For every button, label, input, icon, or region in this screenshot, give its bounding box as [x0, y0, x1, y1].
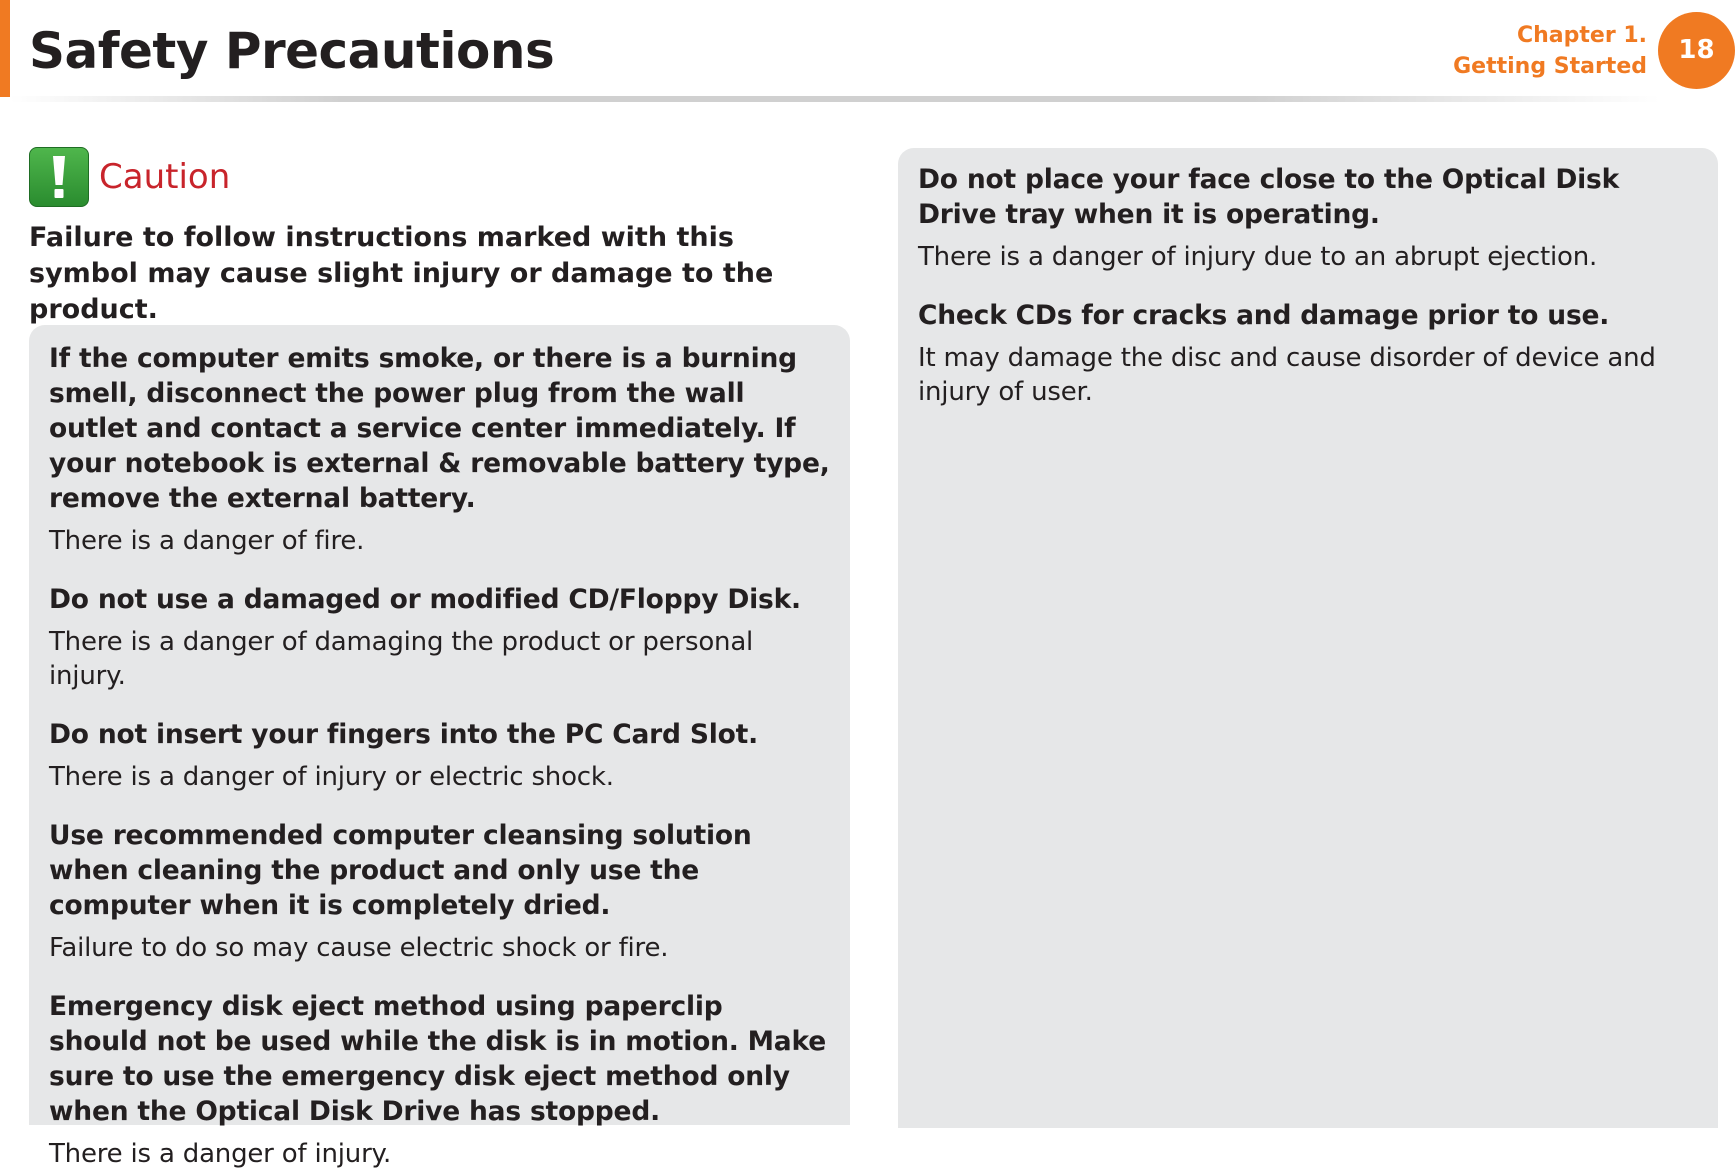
caution-item [49, 989, 830, 1171]
exclamation-icon [29, 147, 89, 207]
caution-item-title: Do not insert your fingers into the PC Card Slot. [49, 719, 758, 750]
caution-item-title: If the computer emits smoke, or there is a burning smell, disconnect the power plug from the wall outlet and contact a service center immediately. If your notebook is external & removable battery type, remove the external battery. [49, 343, 830, 514]
caution-item [918, 162, 1698, 274]
caution-item-title: Do not place your face close to the Optical Disk Drive tray when it is operating. [918, 164, 1620, 230]
chapter-label [1453, 20, 1647, 82]
caution-item [49, 818, 830, 965]
header-accent-bar [0, 0, 10, 97]
caution-item [918, 298, 1698, 409]
caution-item-desc: It may damage the disc and cause disorder of device and injury of user. [918, 343, 1656, 407]
chapter-number: Chapter 1. [1516, 23, 1647, 48]
caution-item-desc: There is a danger of fire. [49, 526, 365, 556]
caution-item [49, 582, 830, 693]
caution-item [49, 717, 830, 794]
chapter-title: Getting Started [1453, 54, 1647, 79]
caution-item-desc: There is a danger of injury due to an abrupt ejection. [918, 242, 1598, 272]
page-number-badge: 18 [1658, 12, 1735, 89]
header-divider [10, 96, 1660, 102]
caution-item-title: Do not use a damaged or modified CD/Floppy Disk. [49, 584, 801, 615]
caution-item-desc: Failure to do so may cause electric shock or fire. [49, 933, 669, 963]
page-title: Safety Precautions [29, 22, 555, 80]
caution-panel-left [29, 325, 850, 1169]
caution-item-title: Emergency disk eject method using paperclip should not be used while the disk is in motion. Make sure to use the emergency disk eject method only when the Optical Disk Drive has stopped. [49, 991, 826, 1127]
caution-panel-right [898, 148, 1718, 1128]
caution-label: Caution [99, 157, 231, 197]
caution-item-title: Use recommended computer cleansing solution when cleaning the product and only use the computer when it is completely dried. [49, 820, 752, 921]
caution-item-desc: There is a danger of injury or electric shock. [49, 762, 614, 792]
caution-item [49, 341, 830, 558]
caution-heading [29, 147, 230, 207]
caution-item-desc: There is a danger of damaging the product or personal injury. [49, 627, 754, 691]
caution-item-title: Check CDs for cracks and damage prior to use. [918, 300, 1610, 331]
caution-item-desc: There is a danger of injury. [49, 1139, 392, 1169]
caution-intro: Failure to follow instructions marked with this symbol may cause slight injury or damage to the product. [29, 222, 774, 325]
